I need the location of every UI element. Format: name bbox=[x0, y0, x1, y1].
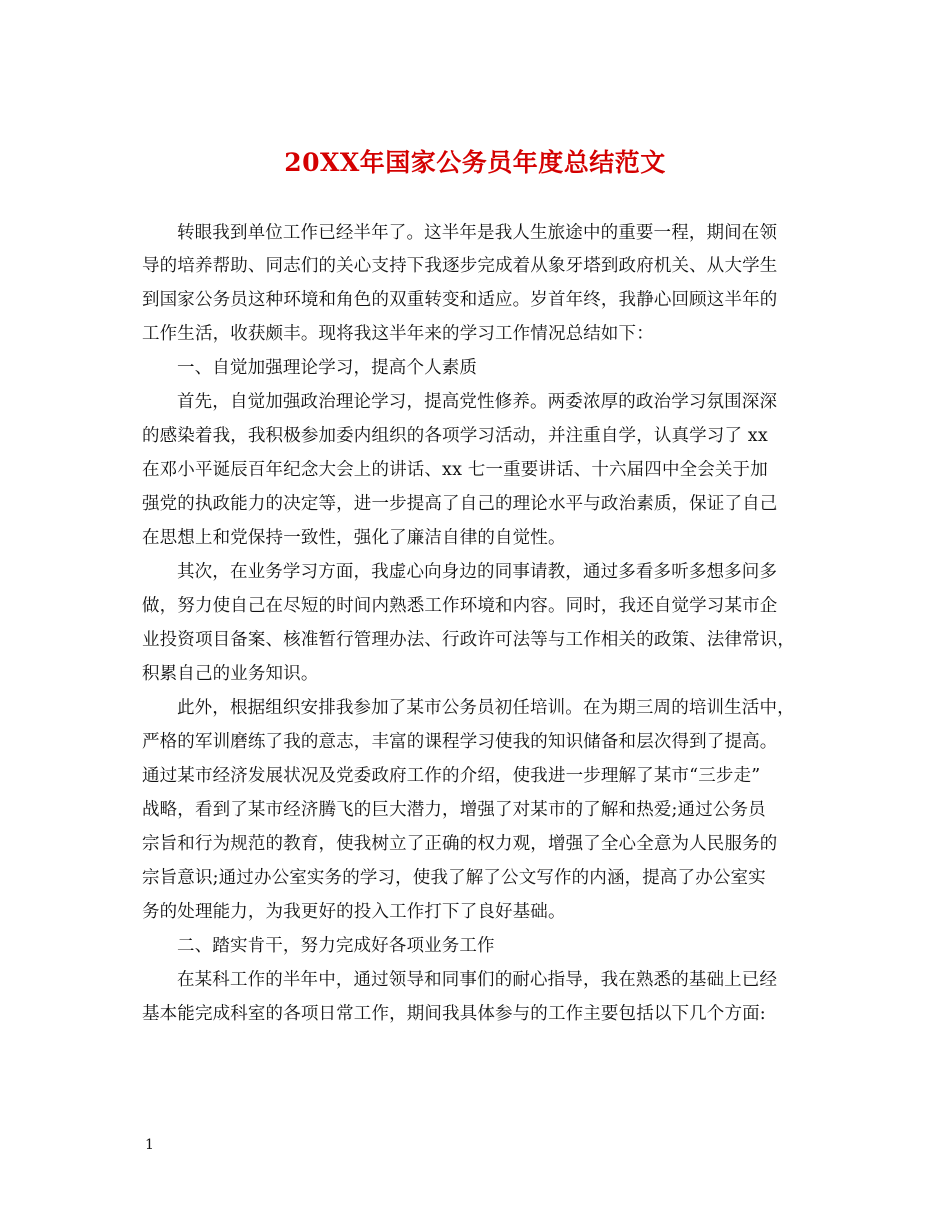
text-line: 宗旨和行为规范的教育，使我树立了正确的权力观，增强了全心全意为人民服务的 bbox=[142, 834, 778, 854]
text-line: 基本能完成科室的各项日常工作，期间我具体参与的工作主要包括以下几个方面: bbox=[142, 1004, 766, 1024]
text-line: 到国家公务员这种环境和角色的双重转变和适应。岁首年终，我静心回顾这半年的 bbox=[142, 290, 778, 310]
text-line: 做，努力使自己在尽短的时间内熟悉工作环境和内容。同时，我还自觉学习某市企 bbox=[142, 596, 778, 616]
text-line: 强党的执政能力的决定等，进一步提高了自己的理论水平与政治素质，保证了自己 bbox=[142, 494, 778, 514]
text-line: 积累自己的业务知识。 bbox=[142, 664, 319, 684]
text-line: 在邓小平诞辰百年纪念大会上的讲话、xx 七一重要讲话、十六届四中全会关于加 bbox=[142, 460, 768, 480]
text-line: 转眼我到单位工作已经半年了。这半年是我人生旅途中的重要一程，期间在领 bbox=[177, 223, 778, 243]
text-line: 宗旨意识;通过办公室实务的学习，使我了解了公文写作的内涵，提高了办公室实 bbox=[142, 868, 766, 888]
section-heading: 一、自觉加强理论学习，提高个人素质 bbox=[177, 358, 478, 378]
text-line: 战略，看到了某市经济腾飞的巨大潜力，增强了对某市的了解和热爱;通过公务员 bbox=[142, 800, 766, 820]
page-number: 1 bbox=[145, 1137, 154, 1153]
text-line: 务的处理能力，为我更好的投入工作打下了良好基础。 bbox=[142, 902, 566, 922]
section-heading: 二、踏实肯干，努力完成好各项业务工作 bbox=[177, 936, 495, 956]
text-line: 的感染着我，我积极参加委内组织的各项学习活动，并注重自学，认真学习了 xx bbox=[142, 426, 768, 446]
text-line: 严格的军训磨练了我的意志，丰富的课程学习使我的知识储备和层次得到了提高。 bbox=[142, 732, 778, 752]
document-title: 20XX年国家公务员年度总结范文 bbox=[284, 148, 666, 177]
text-line: 首先，自觉加强政治理论学习，提高党性修养。两委浓厚的政治学习氛围深深 bbox=[177, 392, 778, 412]
text-line: 工作生活，收获颇丰。现将我这半年来的学习工作情况总结如下： bbox=[142, 324, 654, 344]
text-line: 在某科工作的半年中，通过领导和同事们的耐心指导，我在熟悉的基础上已经 bbox=[177, 970, 778, 990]
text-line: 通过某市经济发展状况及党委政府工作的介绍，使我进一步理解了某市“三步走” bbox=[142, 766, 761, 786]
text-line: 此外，根据组织安排我参加了某市公务员初任培训。在为期三周的培训生活中， bbox=[177, 698, 795, 718]
text-line: 导的培养帮助、同志们的关心支持下我逐步完成着从象牙塔到政府机关、从大学生 bbox=[142, 256, 778, 276]
text-line: 业投资项目备案、核准暂行管理办法、行政许可法等与工作相关的政策、法律常识， bbox=[142, 630, 796, 650]
text-line: 在思想上和党保持一致性，强化了廉洁自律的自觉性。 bbox=[142, 528, 566, 548]
text-line: 其次，在业务学习方面，我虚心向身边的同事请教，通过多看多听多想多问多 bbox=[177, 562, 778, 582]
